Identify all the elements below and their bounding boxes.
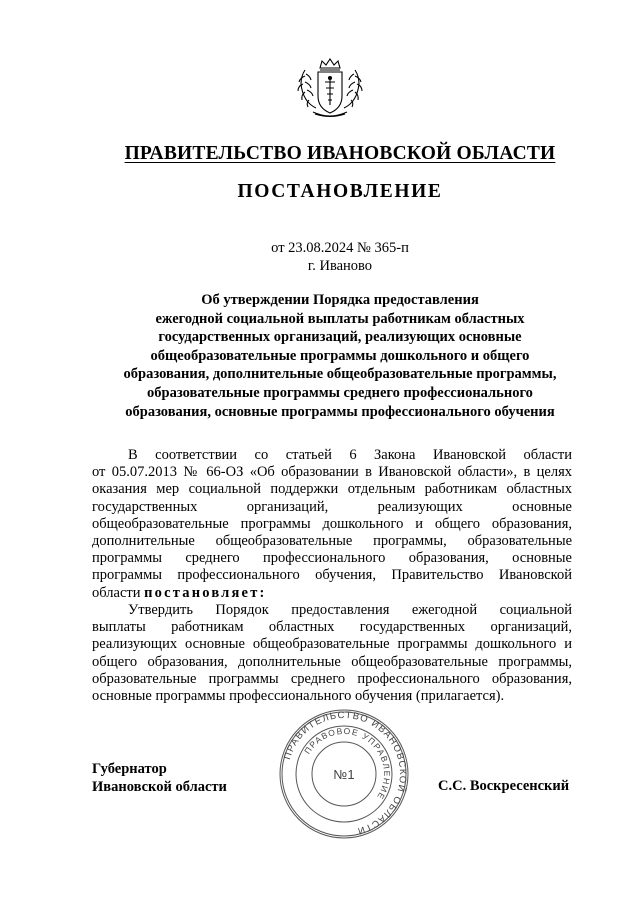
official-seal-stamp (278, 708, 410, 840)
coat-of-arms-icon (293, 58, 367, 120)
paragraph-line: программы среднего профессионального образования, основные (92, 550, 572, 567)
subject-line: общеобразовательные программы дошкольного и общего (150, 347, 530, 364)
paragraph-line: общеобразовательные программы дошкольного и общего образования, (92, 515, 572, 532)
paragraph-line: программы профессионального обучения, Правительство Ивановской (92, 567, 572, 584)
signatory-position-line: Губернатор (92, 761, 167, 777)
signatory-name: С.С. Воскресенский (438, 778, 570, 794)
organization-title: ПРАВИТЕЛЬСТВО ИВАНОВСКОЙ ОБЛАСТИ (124, 143, 556, 164)
paragraph-line: выплаты работникам областных государственных организаций, (92, 619, 572, 636)
seal-number: №1 (333, 767, 355, 782)
paragraph-line: общего образования, дополнительные общеобразовательные программы, (92, 653, 572, 670)
paragraph-line: дополнительные общеобразовательные программы, образовательные (92, 532, 572, 549)
subject-line: государственных организаций, реализующих основные (158, 329, 522, 346)
document-subject (100, 291, 580, 421)
subject-line: ежегодной социальной выплаты работникам областных (155, 310, 525, 327)
paragraph-line (92, 585, 572, 602)
paragraph-line: государственных организаций, реализующих основные (92, 498, 572, 515)
paragraph-line: Утвердить Порядок предоставления ежегодной социальной (128, 602, 572, 618)
signatory-position-line: Ивановской области (92, 779, 227, 795)
document-type: ПОСТАНОВЛЕНИЕ (237, 181, 443, 202)
signatory-position (92, 760, 227, 796)
paragraph-line: В соответствии со статьей 6 Закона Ивановской области (128, 447, 572, 463)
resolves-word: постановляет: (144, 584, 267, 601)
subject-line: образования, дополнительные общеобразовательные программы, (123, 366, 557, 383)
paragraph-line: оказания мер социальной поддержки отдельным работникам областных (92, 481, 572, 498)
paragraph-line: образовательные программы среднего профессионального образования, (92, 670, 572, 687)
paragraph-line: реализующих основные общеобразовательные программы дошкольного и (92, 636, 572, 653)
subject-line: образовательные программы среднего профессионального (147, 384, 533, 401)
paragraph-line: от 05.07.2013 № 66-ОЗ «Об образовании в Ивановской области», в целях (92, 464, 572, 481)
subject-line: образования, основные программы профессионального обучения (125, 403, 555, 420)
subject-line: Об утверждении Порядка предоставления (201, 292, 479, 308)
paragraph-line: основные программы профессионального обучения (прилагается). (92, 687, 505, 704)
seal-outer-text: ПРАВИТЕЛЬСТВО ИВАНОВСКОЙ ОБЛАСТИ (282, 709, 409, 837)
paragraph-line-prefix: области (92, 584, 141, 601)
document-city: г. Иваново (307, 258, 373, 274)
svg-text:ПРАВОВОЕ УПРАВЛЕНИЕ (302, 726, 392, 802)
body-paragraph-2 (92, 602, 572, 705)
body-paragraph-1 (92, 447, 572, 602)
document-date-number: от 23.08.2024 № 365-п (271, 240, 409, 256)
seal-inner-text: ПРАВОВОЕ УПРАВЛЕНИЕ (302, 725, 393, 803)
